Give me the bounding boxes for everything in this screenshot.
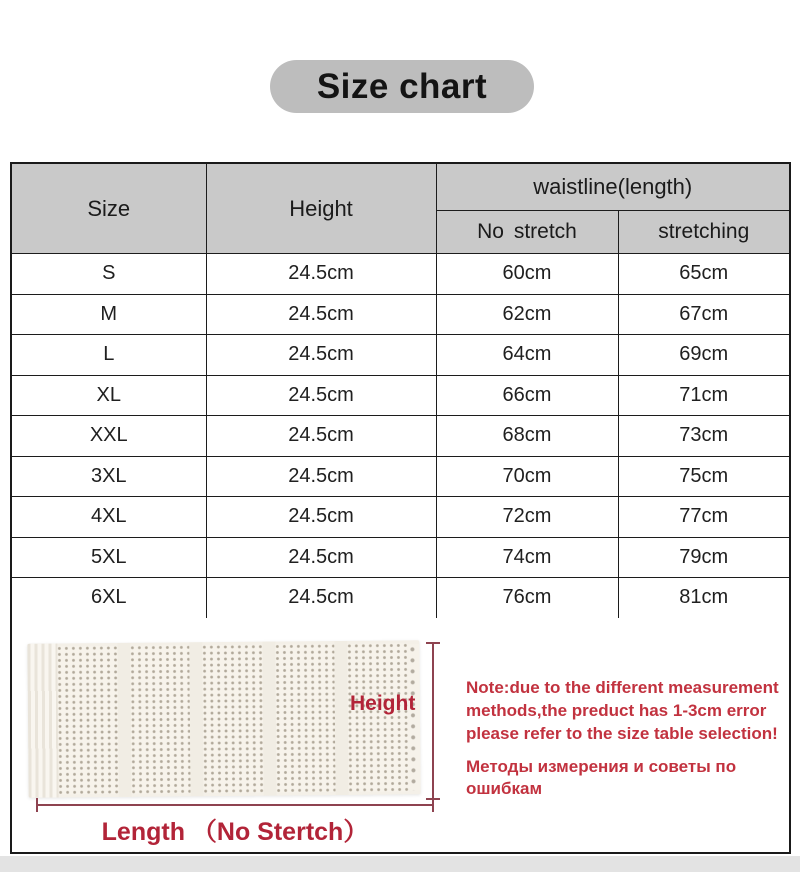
- table-row: [12, 294, 789, 335]
- cell-stretching: 81cm: [618, 578, 789, 618]
- cell-no-stretch: 72cm: [436, 497, 618, 538]
- mesh-panel: [57, 645, 118, 794]
- cell-stretching: 77cm: [618, 497, 789, 538]
- cell-size: 3XL: [12, 456, 206, 497]
- measurement-diagram-panel: [12, 618, 789, 853]
- table-row: [12, 537, 789, 578]
- size-chart-box: [10, 162, 791, 854]
- cell-no-stretch: 68cm: [436, 416, 618, 457]
- cell-height: 24.5cm: [206, 578, 436, 618]
- size-table: [12, 164, 789, 618]
- cell-height: 24.5cm: [206, 456, 436, 497]
- panel-divider: [117, 642, 131, 796]
- table-row: [12, 497, 789, 538]
- length-label: Length （No Stertch）: [101, 817, 369, 846]
- bottom-gray-strip: [0, 856, 800, 872]
- panel-divider: [262, 641, 276, 795]
- height-label: Height: [350, 691, 416, 715]
- cell-stretching: 73cm: [618, 416, 789, 457]
- cell-no-stretch: 60cm: [436, 254, 618, 295]
- cell-size: S: [12, 254, 206, 295]
- col-header-height: Height: [206, 164, 436, 254]
- size-chart-banner: [270, 60, 534, 113]
- table-row: [12, 456, 789, 497]
- closure-strip: [27, 643, 58, 797]
- length-measure-line: [36, 804, 434, 806]
- cell-size: 6XL: [12, 578, 206, 618]
- cell-no-stretch: 66cm: [436, 375, 618, 416]
- measurement-note: [466, 676, 788, 745]
- col-header-no-stretch: No stretch: [436, 211, 618, 254]
- cell-size: L: [12, 335, 206, 376]
- cell-no-stretch: 64cm: [436, 335, 618, 376]
- cell-no-stretch: 74cm: [436, 537, 618, 578]
- panel-divider: [190, 642, 204, 796]
- mesh-panel: [275, 644, 336, 793]
- panel-divider: [335, 640, 349, 794]
- cell-height: 24.5cm: [206, 537, 436, 578]
- cell-height: 24.5cm: [206, 375, 436, 416]
- cell-size: 5XL: [12, 537, 206, 578]
- cell-size: XL: [12, 375, 206, 416]
- cell-size: M: [12, 294, 206, 335]
- waist-band-product-image: [27, 640, 420, 797]
- cell-stretching: 69cm: [618, 335, 789, 376]
- table-row: [12, 254, 789, 295]
- cell-size: XXL: [12, 416, 206, 457]
- col-header-waistline: waistline(length): [436, 164, 789, 211]
- cell-no-stretch: 76cm: [436, 578, 618, 618]
- cell-stretching: 75cm: [618, 456, 789, 497]
- note-line-2: methods,the preduct has 1-3cm error: [466, 700, 767, 720]
- cell-height: 24.5cm: [206, 294, 436, 335]
- mesh-panel: [130, 645, 191, 794]
- cell-height: 24.5cm: [206, 254, 436, 295]
- cell-stretching: 79cm: [618, 537, 789, 578]
- cell-height: 24.5cm: [206, 335, 436, 376]
- mesh-panel: [348, 643, 409, 792]
- cell-height: 24.5cm: [206, 497, 436, 538]
- table-row: [12, 578, 789, 618]
- note-line-3: please refer to the size table selection!: [466, 723, 778, 743]
- cell-no-stretch: 70cm: [436, 456, 618, 497]
- height-measure-line: [432, 642, 434, 800]
- measurement-note-russian: Методы измерения и советы по ошибкам: [466, 756, 737, 798]
- cell-stretching: 67cm: [618, 294, 789, 335]
- mesh-panel: [203, 644, 264, 793]
- cell-stretching: 65cm: [618, 254, 789, 295]
- cell-size: 4XL: [12, 497, 206, 538]
- eyelet-strip: [407, 644, 420, 790]
- cell-stretching: 71cm: [618, 375, 789, 416]
- table-row: [12, 416, 789, 457]
- cell-no-stretch: 62cm: [436, 294, 618, 335]
- cell-height: 24.5cm: [206, 416, 436, 457]
- col-header-size: Size: [12, 164, 206, 254]
- col-header-stretching: stretching: [618, 211, 789, 254]
- note-line-1: Note:due to the different measurement: [466, 677, 779, 697]
- size-table-header: [12, 164, 789, 254]
- table-row: [12, 375, 789, 416]
- page-title: Size chart: [316, 66, 488, 106]
- table-row: [12, 335, 789, 376]
